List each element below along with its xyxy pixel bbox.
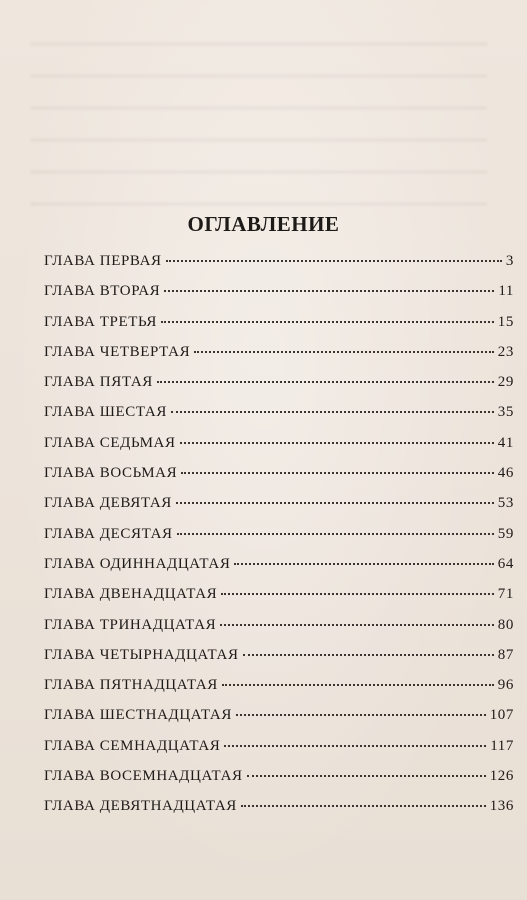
toc-entry xyxy=(44,344,514,374)
toc-entry-page: 15 xyxy=(497,313,514,330)
toc-entry xyxy=(44,404,514,434)
toc-entry-title: ГЛАВА ШЕСТНАДЦАТАЯ xyxy=(44,707,232,724)
dot-leader xyxy=(194,351,494,353)
dot-leader xyxy=(164,290,494,292)
toc-entry-title: ГЛАВА ВТОРАЯ xyxy=(44,283,161,300)
toc-entry-title: ГЛАВА ВОСЬМАЯ xyxy=(44,465,178,482)
toc-entry-page: 96 xyxy=(497,677,514,694)
toc-entry-page: 107 xyxy=(489,707,514,724)
toc-entry-title: ГЛАВА ОДИННАДЦАТАЯ xyxy=(44,555,231,572)
toc-entry-title: ГЛАВА СЕМНАДЦАТАЯ xyxy=(44,737,221,754)
toc-entry-page: 29 xyxy=(497,374,514,391)
toc-entry xyxy=(44,798,514,828)
dot-leader xyxy=(176,502,494,504)
toc-entry-page: 136 xyxy=(489,798,514,815)
toc-entry-page: 117 xyxy=(490,737,514,754)
dot-leader xyxy=(234,563,493,565)
toc-entry-page: 11 xyxy=(498,283,514,300)
toc-entry-page: 53 xyxy=(497,495,514,512)
toc-entry xyxy=(44,707,514,737)
dot-leader xyxy=(221,593,494,595)
toc-entry-page: 23 xyxy=(497,343,514,360)
toc-entry-title: ГЛАВА ПЕРВАЯ xyxy=(44,253,162,269)
dot-leader xyxy=(243,654,494,656)
toc-entry-page: 41 xyxy=(497,434,514,451)
dot-leader xyxy=(177,533,494,535)
toc-entry xyxy=(44,586,514,616)
toc-entry-page: 59 xyxy=(497,525,514,542)
toc-entry-title: ГЛАВА ДЕСЯТАЯ xyxy=(44,525,173,542)
toc-entry-page: 87 xyxy=(497,646,514,663)
show-through-text xyxy=(30,20,487,210)
toc-entry-page: 35 xyxy=(497,404,514,421)
dot-leader xyxy=(180,442,494,444)
toc-entry xyxy=(44,374,514,404)
toc-entry-page: 64 xyxy=(497,555,514,572)
toc-entry-page: 126 xyxy=(489,768,514,785)
toc-entry xyxy=(44,253,514,283)
dot-leader xyxy=(236,714,486,716)
toc-entry xyxy=(44,283,514,313)
dot-leader xyxy=(181,472,494,474)
toc-entry xyxy=(44,768,514,798)
dot-leader xyxy=(247,775,486,777)
dot-leader xyxy=(224,745,486,747)
toc-entry-title: ГЛАВА ДВЕНАДЦАТАЯ xyxy=(44,586,218,603)
toc-entry xyxy=(44,556,514,586)
toc-entry-page: 3 xyxy=(505,253,514,269)
toc-entry-title: ГЛАВА ДЕВЯТАЯ xyxy=(44,495,172,512)
toc-entry-title: ГЛАВА ШЕСТАЯ xyxy=(44,404,167,421)
toc-entry-title: ГЛАВА ТРЕТЬЯ xyxy=(44,313,158,330)
dot-leader xyxy=(166,260,502,262)
toc-entry-title: ГЛАВА ЧЕТВЕРТАЯ xyxy=(44,343,191,360)
toc-entry-page: 80 xyxy=(497,616,514,633)
toc-entry-page: 71 xyxy=(497,586,514,603)
toc-entry xyxy=(44,435,514,465)
toc-entry-title: ГЛАВА ТРИНАДЦАТАЯ xyxy=(44,616,217,633)
table-of-contents xyxy=(44,253,514,829)
dot-leader xyxy=(171,411,494,413)
toc-entry xyxy=(44,647,514,677)
dot-leader xyxy=(220,624,494,626)
toc-entry xyxy=(44,617,514,647)
dot-leader xyxy=(222,684,494,686)
toc-entry-title: ГЛАВА СЕДЬМАЯ xyxy=(44,434,176,451)
toc-entry-title: ГЛАВА ВОСЕМНАДЦАТАЯ xyxy=(44,768,243,785)
dot-leader xyxy=(241,805,486,807)
toc-entry-page: 46 xyxy=(497,465,514,482)
toc-entry xyxy=(44,495,514,525)
toc-entry-title: ГЛАВА ПЯТАЯ xyxy=(44,374,153,391)
dot-leader xyxy=(161,321,494,323)
toc-entry xyxy=(44,526,514,556)
toc-entry-title: ГЛАВА ЧЕТЫРНАДЦАТАЯ xyxy=(44,646,239,663)
page-title: ОГЛАВЛЕНИЕ xyxy=(187,212,340,236)
toc-entry-title: ГЛАВА ПЯТНАДЦАТАЯ xyxy=(44,677,218,694)
toc-entry xyxy=(44,738,514,768)
toc-entry xyxy=(44,314,514,344)
toc-entry xyxy=(44,677,514,707)
toc-entry-title: ГЛАВА ДЕВЯТНАДЦАТАЯ xyxy=(44,798,237,815)
dot-leader xyxy=(157,381,494,383)
toc-entry xyxy=(44,465,514,495)
